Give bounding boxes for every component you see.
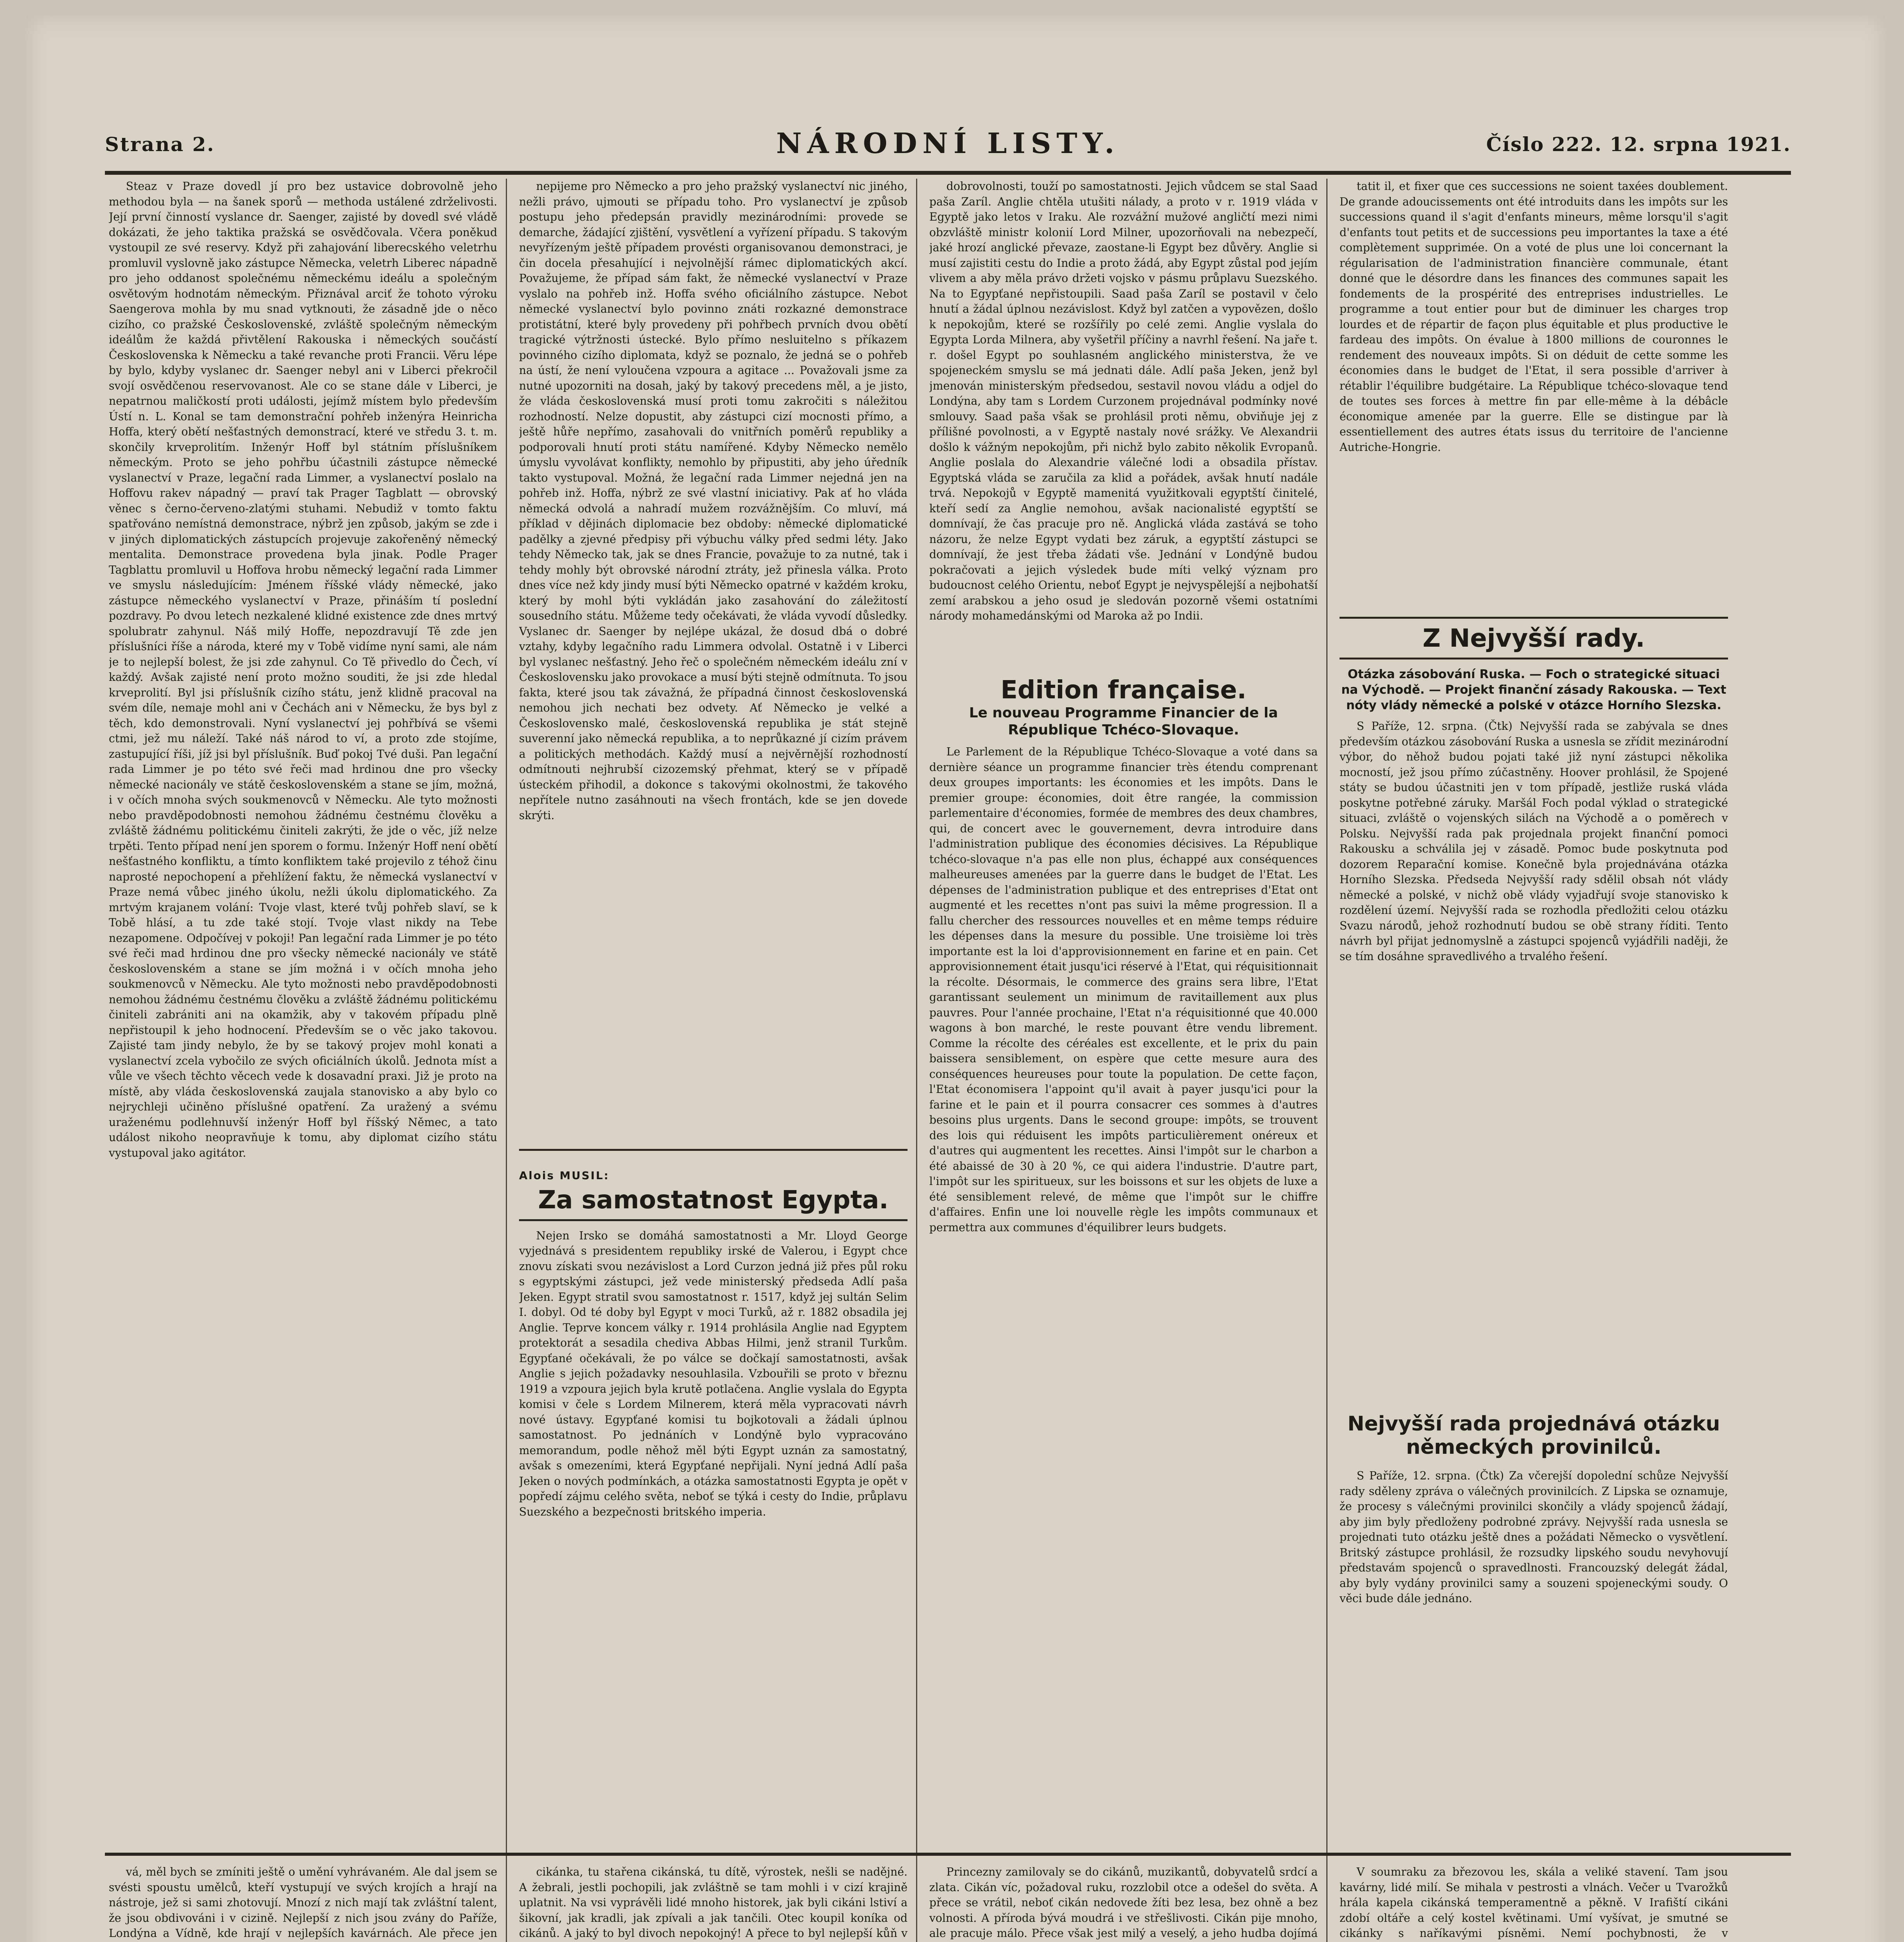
article-title: Nejvyšší rada projednává otázku německých provinilců. [1347,1412,1720,1459]
article-title: Edition française. [1000,676,1247,705]
column-4 [1340,179,1728,1845]
column-2 [519,179,908,1845]
article-text: S Paříže, 12. srpna. (Čtk) Nejvyšší rada se zabývala se dnes především otázkou zásobování Ruska a usnesla se zřídit mezinárodní výbor, do něhož budou pojati také již nyní zástupci několika mocností, jež jsou přímo zúčastněny. Hoover prohlásil, že Spojené státy se budou účastniti jen v tom případě, jestliže ruská vláda poskytne potřebné záruky. Maršál Foch podal výklad o strategické situaci, zvláště o vojenských silách na Východě a o poměrech v Polsku. Nejvyšší rada pak projednala projekt finanční pomoci Rakousku a schválila jej v zásadě. Pomoc bude poskytnuta pod dozorem Reparační komise. Konečně byla projednávána otázka Horního Slezska. Předseda Nejvyšší rady sdělil obsah nót vlády německé a polské, v nichž obě vlády vyjadřují svoje stanovisko k rozdělení území. Nejvyšší rada se rozhodla předložiti celou otázku Svazu národů, jehož rozhodnutí budou se obě strany říditi. Tento návrh byl přijat jednomyslně a zástupci spojenců vyjádřili naději, že se tím dosáhne spravedlivého a trvalého řešení. [1340,720,1728,963]
issue-date: Číslo 222. 12. srpna 1921. [1486,133,1791,156]
article-text: nepijeme pro Německo a pro jeho pražský vyslanectví nic jiného, nežli právo, ujmouti se případu toho. Pro vyslanectví je způsob postupu jeho předepsán pravidly mezinárodními: provede se demarche, žádající zjištění, vysvětlení a vyřízení případu. S takovým nevyřízeným ještě případem provésti organisovanou demonstraci, je čin docela přesahující i nejvolnější rámec diplomatických akcí. Považujeme, že případ sám fakt, že německé vyslanectví v Praze vyslalo na pohřeb inž. Hoffa svého oficiálního zástupce. Nebot německé vyslanectví bylo povinno znáti rozkazné demonstrace protistátní, které byly provedeny při pohřbech prvních dvou obětí tragické výtržnosti ústecké. Bylo přímo nesluitelno s příkazem povinného cizího diplomata, když se poznalo, že jedná se o pohřeb na ústí, že není vyloučena vzpoura a agitace ... Považovali jsme za nutné upozorniti na dosah, jaký by takový precedens měl, a je jisto, že vláda československá musí proti tomu zakročiti s náležitou rozhodností. Nelze dopustit, aby zástupci cizí mocnosti přímo, a ještě hůře nepřímo, zasahovali do vnitřních poměrů republiky a podporovali hnutí proti státu namířené. Kdyby Německo nemělo úmyslu vyvolávat konflikty, nemohlo by připustiti, aby jeho úředník takto vystupoval. Možná, že legační rada Limmer nejedná jen na pohřeb inž. Hoffa, nýbrž ze své vlastní iniciativy. Pak ať ho vláda německá odvolá a nahradí mužem rozvážnějším. Co mluví, má příklad v dějinách diplomacie bez obdoby: německé diplomatické padělky a zjevné předpisy při výbuchu války před sedmi léty. Jako tehdy Německo tak, jak se dnes Francie, považuje to za nutné, tak i tehdy mohly být obrovské národní ztráty, jež přinesla válka. Proto dnes více než kdy jindy musí býti Německo opatrné v každém kroku, který by mohl býti vykládán jako zasahování do záležitostí sousedního státu. Můžeme tedy očekávati, že vláda vyvodí důsledky. Vyslanec dr. Saenger by nejlépe ukázal, že dosud dbá o dobré vztahy, kdyby legačního radu Limmera odvolal. Ostatně i v Liberci byl vyslanec nešťastný. Jeho řeč o společném německém ideálu zní v Československu jako provokace a musí býti stejně odmítnuta. To jsou fakta, které jsou tak závažná, že případná činnost československá nemohou jich nechati bez odvety. Ať Německo je velké a Československo malé, československá republika je stát stejně suverenní jako německá republika, a to neprůkazné jí cizím právem a politických methodách. Každý musí a nejvěrnější rozhodností odmítnouti nejhrubší cizozemský přehmat, který se v případě ústeckém přihodil, a dokonce s takovými okolnostmi, že takového nepřítele nutno zasáhnouti na všech frontách, kde se jen dovede skrýti. [519,180,908,822]
masthead [105,124,1791,175]
feuilleton-column-3 [929,1864,1318,1942]
article-header [519,1149,908,1221]
newspaper-title: NÁRODNÍ LISTY. [776,127,1120,160]
article-text: Le Parlement de la République Tchéco-Slovaque a voté dans sa dernière séance un programme financier très étendu comprenant deux groupes importants: les économies et les impôts. Dans le premier groupe: économies, doit être rangée, la commission parlementaire d'économies, formée de membres des deux chambres, qui, de concert avec le gouvernement, devra introduire dans l'administration publique des économies décisives. La République tchéco-slovaque n'a pas elle non plus, échappé aux conséquences malheureuses amenées par la guerre dans le budget de l'Etat. Les dépenses de l'administration publique et des entreprises d'Etat ont augmenté et les recettes n'ont pas suivi la même progression. Il a fallu chercher des ressources nouvelles et en même temps réduire les dépenses dans la mesure du possible. Une troisième loi très importante est la loi d'approvisionnement en farine et en pain. Cet approvisionnement était jusqu'ici réservé à l'Etat, qui réquisitionnait la récolte. Désormais, le commerce des grains sera libre, l'Etat garantissant seulement un minimum de ravitaillement aux plus pauvres. Pour l'année prochaine, l'Etat n'a réquisitionné que 40.000 wagons à bon marché, le reste pouvant être vendu librement. Comme la récolte des céréales est excellente, et le prix du pain baissera sensiblement, on espère que cette mesure aura des conséquences heureuses pour toute la population. De cette façon, l'Etat économisera l'appoint qu'il avait à payer jusqu'ici pour la farine et le pain et il pourra consacrer ces sommes à d'autres besoins plus urgents. Dans le second groupe: impôts, se trouvent des lois qui réduisent les impôts particulièrement onéreux et d'autres qui augmentent les recettes. Ainsi l'impôt sur le charbon a été abaissé de 30 à 20 %, ce qui aidera l'industrie. D'autre part, l'impôt sur les spiritueux, sur les boissons et sur les objets de luxe a été sensiblement relevé, de même que l'impôt sur le chiffre d'affaires. Enfin une loi nouvelle règle les impôts communaux et permettra aux communes d'équilibrer leurs budgets. [929,745,1318,1234]
feuilleton-column-1 [109,1864,497,1942]
article-text: vá, měl bych se zmíniti ještě o umění vyhrávaném. Ale dal jsem se svésti spoustu umělců, kteří vystupují ve svých krojích a hrají na nástroje, jež si sami zhotovují. Mnozí z nich mají tak zvláštní talent, že jsou obdivováni i v cizině. Nejlepší z nich jsou zvány do Paříže, Londýna a Vídně, kde hrají v nejlepších kavárnách. Ale přece jen [109,1865,497,1940]
article-subtitle: Le nouveau Programme Financier de la République Tchéco-Slovaque. [969,705,1278,738]
column-rule [916,179,917,1942]
feuilleton-rule [105,1853,1791,1856]
article-text: V soumraku za březovou les, skála a veliké stavení. Tam jsou kavárny, lidé milí. Se mihala v pestrosti a vlnách. Večer u Tvarožků hrála kapela cikánská temperamentně a pěkně. V Irafiští cikáni zdobí oltáře a celý kostel květinami. Umí vyšívat, je smutné se cikánky s naříkavými písněmi. Nemí pochybnosti, že v [1340,1865,1728,1940]
column-1 [109,179,497,1845]
column-rule [1326,179,1327,1942]
article-header [1340,1407,1728,1463]
article-text: dobrovolnosti, touží po samostatnosti. Jejich vůdcem se stal Saad paša Zaríl. Anglie chtěla utušiti nálady, a proto v r. 1919 vláda v Egyptě jako letos v Iraku. Ale rozvážní mužové angličtí mezi nimi obzvláště ministr kolonií Lord Milner, upozorňovali na nebezpečí, jaké hrozí anglické převaze, zaostane-li Egypt bez důvěry. Anglie si musí zajistiti cestu do Indie a proto žádá, aby Egypt zůstal pod jejím vlivem a aby měla právo držeti vojsko v pásmu průplavu Suezského. Na to Egypťané nepřistoupili. Saad paša Zaríl se postavil v čelo hnutí a žádal úplnou nezávislost. Když byl zatčen a vypovězen, došlo k nepokojům, které se rozšířily po celé zemi. Anglie vyslala do Egypta Lorda Milnera, aby vyšetřil příčiny a navrhl řešení. Na jaře t. r. došel Egypt po souhlasném anglického ministerstva, že ve spojeneckém smyslu se má jednati dále. Adlí paša Jeken, jenž byl jmenován ministerským předsedou, sestavil novou vládu a odjel do Londýna, aby tam s Lordem Curzonem projednával podmínky nové smlouvy. Saad paša však se prohlásil proti němu, obviňuje jej z přílišné povolnosti, a v Egyptě nastaly nové srážky. Ve Alexandrii došlo k vážným nepokojům, při nichž bylo zabito několik Evropanů. Anglie poslala do Alexandrie válečné lodi a obsadila přístav. Egyptská vláda se zaručila za klid a pořádek, avšak hnutí nadále trvá. Nepokojů v Egyptě mamenitá využitkovali egyptští činitelé, kteří sedí za Anglie nemohou, avšak nacionalisté egyptští se domnívají, že čas pracuje pro ně. Anglická vláda zastává se toho názoru, že nelze Egypt vydati bez záruk, a egyptští zástupci se domnívají, že jest třeba žádati vše. Jednání v Londýně budou pokračovati a jejich výsledek bude míti velký význam pro budoucnost celého Orientu, neboť Egypt je nejvyspělejší a nejbohatší zemí arabskou a jeho osud je sledován pozorně všemi ostatními národy mohamedánskými od Maroka až po Indii. [929,180,1318,622]
feuilleton-column-4 [1340,1864,1728,1942]
column-rule [506,179,507,1942]
article-text: S Paříže, 12. srpna. (Čtk) Za včerejší dopolední schůze Nejvyšší rady sděleny zpráva o válečných provinilcích. Z Lipska se oznamuje, že procesy s válečnými provinilci skončily a vlády spojenců žádají, aby jim byly předloženy podrobné zprávy. Nejvyšší rada usnesla se projednati tuto otázku ještě dnes a požádati Německo o vysvětlení. Britský zástupce prohlásil, že rozsudky lipského soudu nevyhovují představám spojenců o spravedlnosti. Francouzský delegát žádal, aby byly vydány provinilci samy a souzeni spojeneckými soudy. O věci bude dále jednáno. [1340,1469,1728,1605]
article-text: Steaz v Praze dovedl jí pro bez ustavice dobrovolně jeho methodou byla — na šanek sporů — methoda ustálené zdrželivosti. Její první činností vyslance dr. Saenger, zajisté by dovedl své vládě dokázati, že jeho taktika pražská se osvědčovala. Včera poněkud vystoupil ze své reservy. Když při zahajování liberecského veletrhu promluvil vyslovně jako zástupce Německa, veletrh Liberec nápadně pro jeho oddanost společnému německému ideálu a společným osvětovým hodnotám německým. Přiznával arciť že tohoto výroku Saengerova mohla by mu snad vytknouti, že zásadně jde o něco cizího, co pražské Československé, zvláště společným německým ideálům že každá přivtělení Rakouska i německých součástí Československa k Německu a také revanche proti Francii. Věru lépe by bylo, kdyby vyslanec dr. Saenger nebyl ani v Liberci překročil svojí osvědčenou reservovanost. Ale co se stane dále v Liberci, je nepatrnou maličkostí proti události, jejímž místem bylo především Ústí n. L. Konal se tam demonstrační pohřeb inženýra Heinricha Hoffa, který obětí nešťastných demonstrací, které ve středu 3. t. m. skončily krveprolitím. Inženýr Hoff byl státním příslušníkem německým. Proto se jeho pohřbu účastnili zástupce německé vyslanectví v Praze, legační rada Limmer, a vyslanectví poslalo na Hoffovu rakev nápadný — praví tak Prager Tagblatt — obrovský věnec s černo-červeno-zlatými stuhami. Nebudiž v tomto faktu spatřováno nemístná demonstrace, nýbrž jen způsob, jakým se zde i v jiných diplomatických zástupcích projevuje zakořeněný německý mentalita. Demonstrace provedena byla jinak. Podle Prager Tagblattu promluvil u Hoffova hrobu německý legační rada Limmer ve smyslu následujícím: Jménem říšské vlády německé, jako zástupce německého vyslanectví v Praze, přináším tí poslední pozdravy. Po dvou letech nezkalené klidné existence zde dnes mrtvý spolubratr zahynul. Náš milý Hoffe, nepozdravují Tě zde jen příslušníci říše a národa, které my v Tobě vidíme nyní sami, ale nám je to nejlepší bolest, že jsi zde zahynul. Co Tě přivedlo do Čech, ví každý. Avšak zajisté není proto možno souditi, že jsi zde hledal krveprolití. Byl jsi příslušník cizího státu, jenž klidně pracoval na svém díle, nemaje mohl ani v Čechách ani v Německu, že bys byl z těch, kdo demonstrovali. Nyní vyslanectví jej pohřbívá se všemi ctmi, jež mu náleží. Také náš národ to ví, a proto zde stojíme, zastupující říši, jíž jsi byl příslušník. Buď pokoj Tvé duši. Pan legační rada Limmer je po této své řeči mad hrdinou dne pro všecky německé nacionály ve státě československém a stane se jím, možná, i v očích mnoha svých soukmenovců v Německu. Ale tyto možnosti nebo pravděpodobnosti nemohou žádnému čestnému člověku a zvláště žádnému politickému činiteli zakrýti, že jde o věc, jíž nelze trpěti. Tento případ není jen sporem o formu. Inženýr Hoff není obětí nešťastného konfliktu, a tímto konfliktem také projevilo z téhož činu naprosté nepochopení a přehlížení faktu, že německá vyslanectví v Praze nemá vůbec jiného úkolu, nežli úkolu diplomatického. Za mrtvým krajanem volání: Tvoje vlast, které tvůj pohřeb slaví, se k Tobě hlásí, a tu zde také stojí. Tvoje vlast nikdy na Tebe nezapomene. Odpočívej v pokoji! Pan legační rada Limmer je po této své řeči mad hrdinou dne pro všecky německé nacionály ve státě československém a stane se jím možná i v očích mnoha jeho soukmenovců v Německu. Ale tyto možnosti nebo pravděpodobnosti nemohou žádnému čestnému člověku a zvláště žádnému politickému činiteli zabrániti ani na okamžik, aby v takovém případu plně nepřistoupil k jeho hodnocení. Především se o věc jako takovou. Zajisté tam jindy nebylo, že by se takový projev mohl konati a vyslanectví zcela vybočilo ze svých oficiálních úkolů. Jednota míst a vůle ve všech těchto věcech vede k dosavadní praxi. Již je proto na místě, aby vláda československá zaujala stanovisko a aby bylo co nejrychleji učiněno příslušné opatření. Za uražený a svému uraženému podlehnuvší inženýr Hoff byl říšský Němec, a tato událost nikoho neopravňuje k tomu, aby diplomat cizího státu vystupoval jako agitátor. [109,180,497,1159]
article-title: Z Nejvyšší rady. [1422,624,1645,653]
french-edition [929,676,1318,1845]
article-title: Za samostatnost Egypta. [538,1185,888,1215]
article-header [1340,617,1728,660]
article-text: cikánka, tu stařena cikánská, tu dítě, výrostek, nešli se nadějné. A žebrali, jestli pochopili, jak zvláštně se tam mohli i v cizí krajině uplatnit. Na vsi vyprávěli lidé mnoho historek, jak byli cikáni lstiví a šikovní, jak kradli, jak zpívali a jak tančili. Otec koupil koníka od cikánů. A jaký to byl divoch nepokojný! A přece to byl nejlepší kůň v [519,1865,908,1940]
article-text: Nejen Irsko se domáhá samostatnosti a Mr. Lloyd George vyjednává s presidentem republiky irské de Valerou, i Egypt chce znovu získati svou nezávislost a Lord Curzon jedná již přes půl roku s egyptskými zástupci, jež vede ministerský předseda Adlí paša Jeken. Egypt stratil svou samostatnost r. 1517, když jej sultán Selim I. dobyl. Od té doby byl Egypt v moci Turků, až r. 1882 obsadila jej Anglie. Teprve koncem války r. 1914 prohlásila Anglie nad Egyptem protektorát a sesadila chediva Abbas Hilmi, jenž stranil Turkům. Egypťané očekávali, že po válce se dočkají samostatnosti, avšak Anglie s jejich požadavky nesouhlasila. Vzbouřili se proto v březnu 1919 a vzpoura jejich byla krutě potlačena. Anglie vyslala do Egypta komisi v čele s Lordem Milnerem, která měla vypracovati návrh nové ústavy. Egypťané komisi tu bojkotovali a žádali úplnou samostatnost. Po jednáních v Londýně bylo vypracováno memorandum, podle něhož měl býti Egypt uznán za samostatný, avšak s omezeními, která Egypťané nepřijali. Nyní jedná Adlí paša Jeken o nových podmínkách, a otázka samostatnosti Egypta je opět v popředí zájmu celého světa, neboť se týká i cesty do Indie, průplavu Suezského a bezpečnosti britského imperia. [519,1229,908,1518]
article-text: tatit il, et fixer que ces successions ne soient taxées doublement. De grande adoucissements ont été introduits dans les impôts sur les successions quand il s'agit d'enfants mineurs, même lorsqu'il s'agit d'enfants tout petits et de successions peu importantes la taxe a été complètement supprimée. On a voté de plus une loi concernant la régularisation de l'administration financière communale, étant donné que le désordre dans les finances des communes sapait les fondements de la prospérité des entreprises industrielles. Le programme a tout entier pour but de diminuer les charges trop lourdes et de répartir de façon plus équitable et plus productive le fardeau des impôts. On évalue à 1800 millions de couronnes le rendement des nouveaux impôts. Si on déduit de cette somme les économies dans le budget de l'Etat, il sera possible d'arriver à rétablir l'équilibre budgétaire. La République tchéco-slovaque tend de toutes ses forces à mettre fin par elle-même à la débâcle économique amenée par la guerre. Elle se distingue par là essentiellement des autres états issus du territoire de l'ancienne Autriche-Hongrie. [1340,180,1728,454]
article-subtitle: Otázka zásobování Ruska. — Foch o strategické situaci na Východě. — Projekt finanční zásady Rakouska. — Text nóty vlády německé a polské v otázce Horního Slezska. [1341,667,1726,712]
article-header [929,676,1318,705]
page-number: Strana 2. [105,133,215,156]
feuilleton-column-2 [519,1864,908,1942]
article-author: Alois MUSIL: [519,1169,610,1182]
article-text: Princezny zamilovaly se do cikánů, muzikantů, dobyvatelů srdcí a zlata. Cikán víc, požadoval ruku, rozzlobil otce a odešel do světa. A přece se vrátil, neboť cikán nedovede žíti bez lesa, bez ohně a bez volnosti. A příroda bývá moudrá i ve střešlivosti. Cikán pije mnoho, ale pracuje málo. Přece však jest milý a veselý, a jeho hudba dojímá [929,1865,1318,1940]
newspaper-page [27,16,1884,1942]
